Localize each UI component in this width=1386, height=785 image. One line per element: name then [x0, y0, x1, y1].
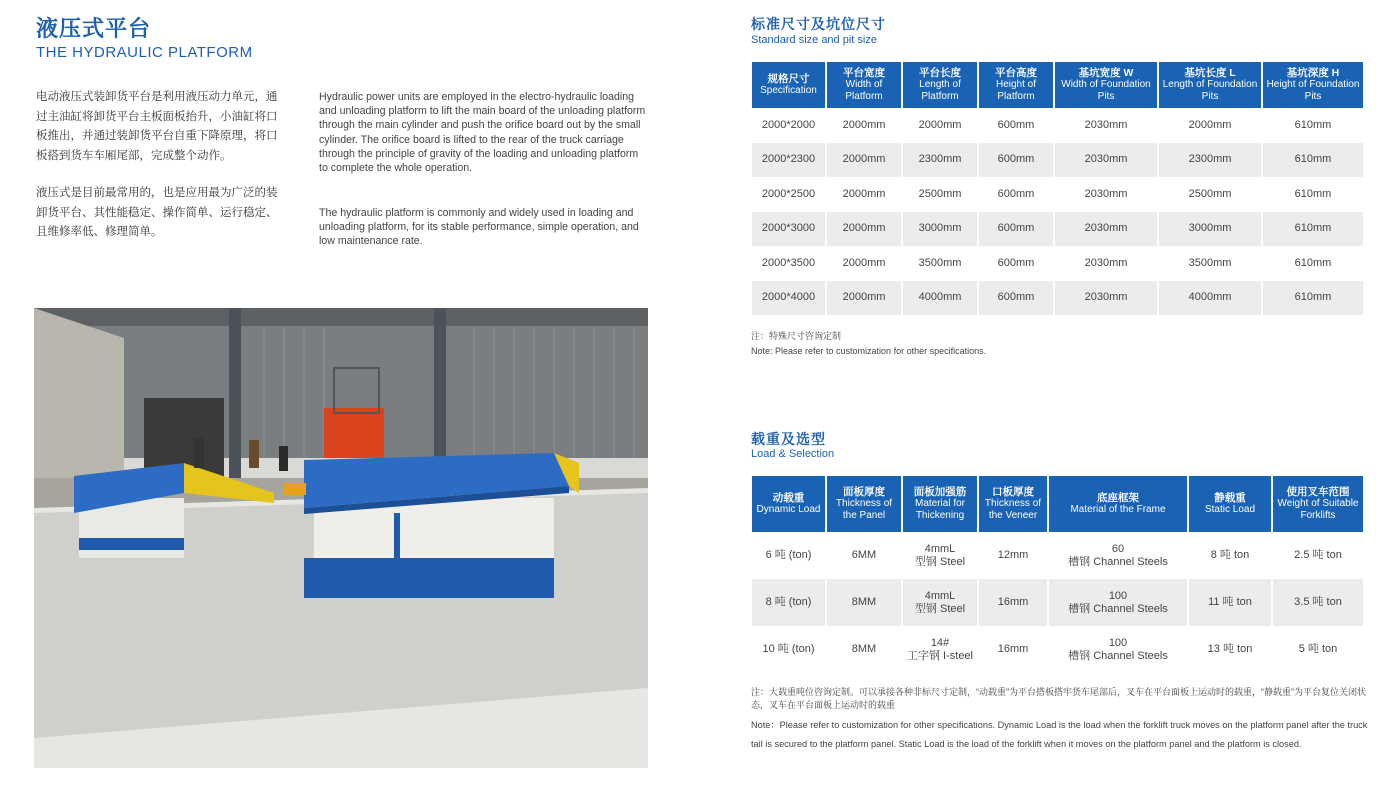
load-note-en: Note：Please refer to customization for other specifications. Dynamic Load is the load when the forklift truck moves on the platform panel after the truck tail is secured to the platform panel. Static Load is the load of the forklift when it moves on the platform panel and the platform is closed. — [751, 720, 1368, 749]
table-row — [752, 108, 1363, 143]
table-cell: 6 吨 (ton) — [752, 532, 826, 579]
table-row — [752, 143, 1363, 178]
page-title-cn: 液压式平台 — [36, 16, 152, 41]
table-cell: 2030mm — [1054, 108, 1158, 143]
load-header-cell: 底座框架 Material of the Frame — [1048, 476, 1188, 532]
table-cell: 16mm — [978, 626, 1048, 673]
table-cell: 13 吨 ton — [1188, 626, 1272, 673]
table-cell: 600mm — [978, 108, 1054, 143]
table-cell: 2000*3500 — [752, 246, 826, 281]
table-cell: 2000*2000 — [752, 108, 826, 143]
table-cell: 14# 工字钢 I-steel — [902, 626, 978, 673]
size-table-header-row — [752, 62, 1363, 108]
table-cell: 2500mm — [902, 177, 978, 212]
size-section-title-en: Standard size and pit size — [751, 34, 877, 46]
table-cell: 610mm — [1262, 143, 1363, 178]
table-cell: 10 吨 (ton) — [752, 626, 826, 673]
load-section-title-cn: 载重及选型 — [751, 431, 826, 447]
size-header-cell: 平台长度 Length of Platform — [902, 62, 978, 108]
table-cell: 2000mm — [826, 212, 902, 247]
table-row — [752, 626, 1363, 673]
load-header-cell: 使用叉车范围 Weight of Suitable Forklifts — [1272, 476, 1363, 532]
table-cell: 8 吨 ton — [1188, 532, 1272, 579]
table-row — [752, 177, 1363, 212]
table-cell: 2.5 吨 ton — [1272, 532, 1363, 579]
table-row — [752, 532, 1363, 579]
size-header-cell: 规格尺寸 Specification — [752, 62, 826, 108]
size-header-cell: 平台高度 Height of Platform — [978, 62, 1054, 108]
table-cell: 12mm — [978, 532, 1048, 579]
table-cell: 8 吨 (ton) — [752, 579, 826, 626]
table-cell: 2030mm — [1054, 281, 1158, 316]
table-row — [752, 579, 1363, 626]
intro-cn-paragraph-1: 电动液压式装卸货平台是利用液压动力单元，通过主油缸将卸货平台主板面板抬升，小油缸将口板推出，并通过装卸货平台自重下降原理，将口板搭到货车车厢尾部，完成整个动作。 — [36, 91, 278, 162]
table-cell: 4000mm — [1158, 281, 1262, 316]
intro-cn-paragraph-2: 液压式是目前最常用的，也是应用最为广泛的装卸货平台、其性能稳定、操作简单、运行稳定、且维修率低、修理简单。 — [36, 187, 278, 238]
table-cell: 2300mm — [902, 143, 978, 178]
table-cell: 610mm — [1262, 177, 1363, 212]
load-note-cn: 注：大载重吨位咨询定制。可以承接各种非标尺寸定制，“动载重”为平台搭板搭牢货车尾部后，叉车在平台面板上运动时的载重，“静载重”为平台复位关闭状态，叉车在平台面板上运动时的载重 — [751, 687, 1366, 710]
table-cell: 2000*4000 — [752, 281, 826, 316]
size-note-cn: 注：特殊尺寸咨询定制 — [751, 331, 842, 341]
table-cell: 2000mm — [826, 281, 902, 316]
table-cell: 5 吨 ton — [1272, 626, 1363, 673]
table-cell: 2000mm — [1158, 108, 1262, 143]
load-header-cell: 面板厚度 Thickness of the Panel — [826, 476, 902, 532]
table-cell: 3.5 吨 ton — [1272, 579, 1363, 626]
table-cell: 600mm — [978, 281, 1054, 316]
table-cell: 2000*2500 — [752, 177, 826, 212]
table-cell: 4mmL 型钢 Steel — [902, 579, 978, 626]
table-cell: 2030mm — [1054, 143, 1158, 178]
table-row — [752, 212, 1363, 247]
table-row — [752, 246, 1363, 281]
load-header-cell: 静载重 Static Load — [1188, 476, 1272, 532]
size-header-cell: 基坑宽度 W Width of Foundation Pits — [1054, 62, 1158, 108]
table-cell: 3500mm — [902, 246, 978, 281]
table-cell: 4mmL 型钢 Steel — [902, 532, 978, 579]
table-cell: 16mm — [978, 579, 1048, 626]
table-cell: 60 槽钢 Channel Steels — [1048, 532, 1188, 579]
table-cell: 2030mm — [1054, 246, 1158, 281]
size-header-cell: 平台宽度 Width of Platform — [826, 62, 902, 108]
table-cell: 6MM — [826, 532, 902, 579]
table-cell: 2000*2300 — [752, 143, 826, 178]
table-row — [752, 281, 1363, 316]
table-cell: 3000mm — [902, 212, 978, 247]
table-cell: 600mm — [978, 177, 1054, 212]
table-cell: 8MM — [826, 579, 902, 626]
hydraulic-platform-photo — [34, 308, 648, 768]
table-cell: 2000mm — [826, 143, 902, 178]
load-header-cell: 口板厚度 Thickness of the Veneer — [978, 476, 1048, 532]
table-cell: 100 槽钢 Channel Steels — [1048, 626, 1188, 673]
table-cell: 2500mm — [1158, 177, 1262, 212]
table-cell: 11 吨 ton — [1188, 579, 1272, 626]
table-cell: 8MM — [826, 626, 902, 673]
size-section-title-cn: 标准尺寸及坑位尺寸 — [751, 16, 886, 32]
size-note-en: Note: Please refer to customization for other specifications. — [751, 346, 987, 356]
table-cell: 2000mm — [826, 177, 902, 212]
table-cell: 2000mm — [902, 108, 978, 143]
table-cell: 600mm — [978, 246, 1054, 281]
table-cell: 2300mm — [1158, 143, 1262, 178]
table-cell: 4000mm — [902, 281, 978, 316]
page-title-en: THE HYDRAULIC PLATFORM — [36, 44, 253, 61]
table-cell: 2000mm — [826, 246, 902, 281]
load-header-cell: 动载重 Dynamic Load — [752, 476, 826, 532]
size-header-cell: 基坑深度 H Height of Foundation Pits — [1262, 62, 1363, 108]
size-table — [752, 62, 1363, 315]
load-header-cell: 面板加强筋 Material for Thickening — [902, 476, 978, 532]
table-cell: 600mm — [978, 143, 1054, 178]
table-cell: 2030mm — [1054, 177, 1158, 212]
table-cell: 610mm — [1262, 108, 1363, 143]
table-cell: 610mm — [1262, 246, 1363, 281]
table-cell: 2030mm — [1054, 212, 1158, 247]
table-cell: 100 槽钢 Channel Steels — [1048, 579, 1188, 626]
table-cell: 610mm — [1262, 212, 1363, 247]
load-table-header-row — [752, 476, 1363, 532]
intro-en-paragraph-2: The hydraulic platform is commonly and widely used in loading and unloading platform, for its stable performance, simple operation, and low maintenance rate. — [319, 207, 639, 248]
table-cell: 610mm — [1262, 281, 1363, 316]
table-cell: 600mm — [978, 212, 1054, 247]
intro-en-paragraph-1: Hydraulic power units are employed in the electro-hydraulic loading and unloading platform to lift the main board of the unloading platform through the main cylinder and push the orifice board out by the small cylinder. The orifice board is lifted to the rear of the truck carriage through the principle of gravity of the loading and unloading platform to complete the whole operation. — [319, 91, 646, 175]
table-cell: 3000mm — [1158, 212, 1262, 247]
load-table — [752, 476, 1363, 673]
table-cell: 2000mm — [826, 108, 902, 143]
table-cell: 2000*3000 — [752, 212, 826, 247]
load-section-title-en: Load & Selection — [751, 448, 835, 460]
table-cell: 3500mm — [1158, 246, 1262, 281]
size-header-cell: 基坑长度 L Length of Foundation Pits — [1158, 62, 1262, 108]
